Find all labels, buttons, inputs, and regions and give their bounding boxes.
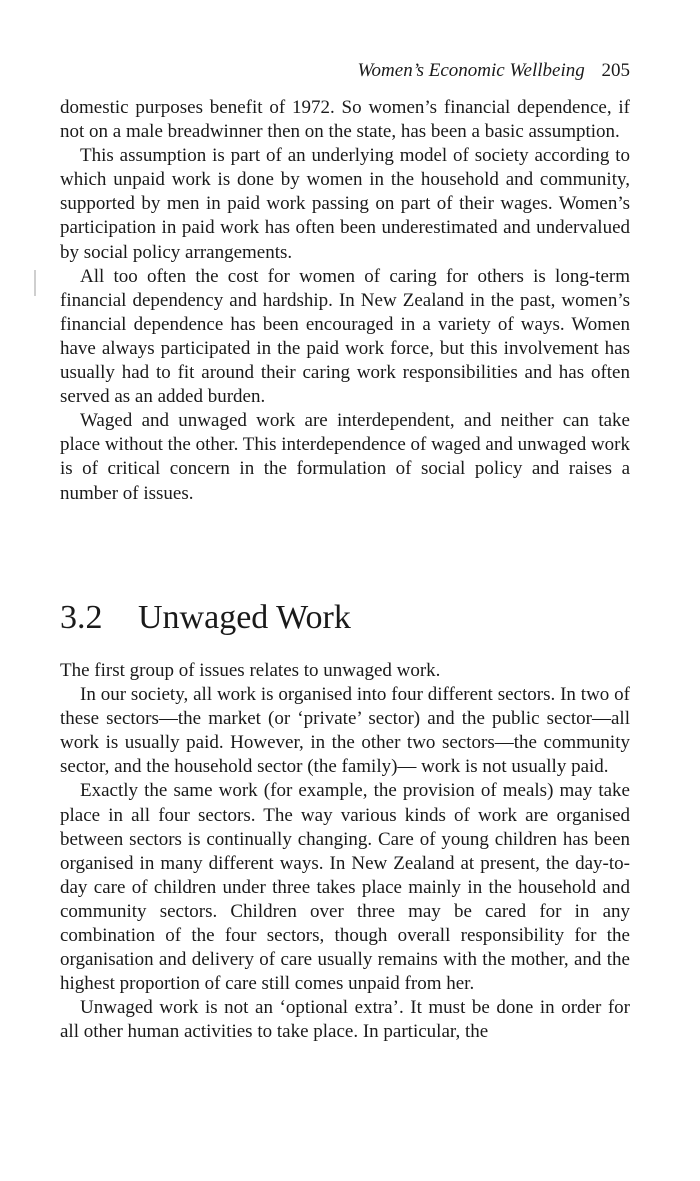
paragraph: The first group of issues relates to unwaged work. — [60, 660, 441, 681]
section-title: Unwaged Work — [138, 599, 351, 636]
page-number: 205 — [601, 60, 630, 81]
paragraph: In our society, all work is organised into four different sectors. In two of these sectors—the market (or ‘private’ sector) and the public sector—all work is usually paid. However, in the other two sectors—the community sector, and the household sector (the family)— work is not usually paid. — [60, 684, 630, 778]
paragraph: All too often the cost for women of caring for others is long-term financial dependency and hardship. In New Zealand in the past, women’s financial dependence has been encouraged in a variety of ways. Women have always participated in the paid work force, but this involvement has usually had to fit around their caring work responsibilities and has often served as an added burden. — [60, 265, 630, 408]
running-head-title: Women’s Economic Wellbeing — [357, 60, 585, 81]
margin-mark — [34, 270, 36, 296]
paragraph: Waged and unwaged work are interdependent, and neither can take place without the other. This interdependence of waged and unwaged work is of critical concern in the formulation of social policy and raises a number of issues. — [60, 410, 630, 504]
running-head — [357, 60, 630, 82]
paragraph: This assumption is part of an underlying model of society according to which unpaid work is done by women in the household and community, supported by men in paid work passing on part of their wages. Women’s participation in paid work has often been underestimated and undervalued by social policy arrangements. — [60, 145, 630, 263]
paragraph: Unwaged work is not an ‘optional extra’. It must be done in order for all other human activities to take place. In particular, the — [60, 997, 630, 1043]
section-number: 3.2 — [60, 599, 103, 636]
body-text-before-section — [60, 96, 630, 506]
body-text-after-section — [60, 659, 630, 1045]
paragraph: domestic purposes benefit of 1972. So women’s financial dependence, if not on a male breadwinner then on the state, has been a basic assumption. — [60, 97, 630, 143]
paragraph: Exactly the same work (for example, the provision of meals) may take place in all four sectors. The way various kinds of work are organised between sectors is continually changing. Care of young children has been organised in many different ways. In New Zealand at present, the day-to-day care of children under three takes place mainly in the household and community sectors. Children over three may be cared for in any combination of the four sectors, though overall responsibility for the organisation and delivery of care usually remains with the mother, and the highest proportion of care still comes unpaid from her. — [60, 780, 630, 995]
section-heading — [60, 598, 351, 638]
